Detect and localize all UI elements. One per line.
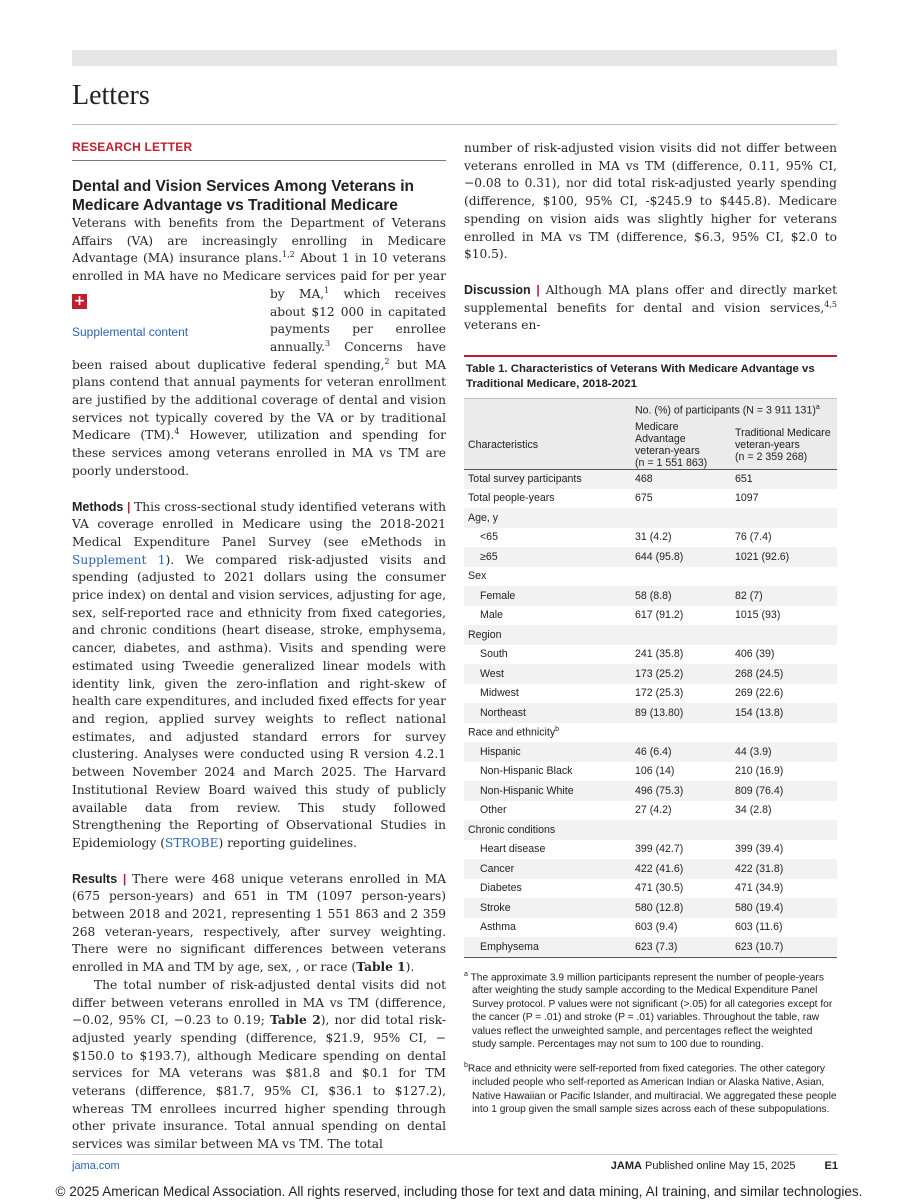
results2-text-2: ), nor did total risk-adjusted yearly spending (difference, $21.9, 95% CI, −$150.0 to $193.7), although Medicare spending on dental services for MA veterans was $81.8 and $0.1 for TM veterans (difference, $81.7, 95% CI, $36.1 to $127.2), whereas TM enrollees incurred higher spending through other private insurance. Total annual spending on dental services was similar between MA vs TM. The total — [72, 1013, 446, 1152]
table-row — [464, 937, 837, 957]
row-label: South — [464, 645, 631, 665]
table-row — [464, 859, 837, 879]
row-label: Diabetes — [464, 879, 631, 899]
cell-medicare-advantage: 31 (4.2) — [631, 528, 731, 548]
table-row — [464, 879, 837, 899]
table-row — [464, 547, 837, 567]
intro-text-5: but MA plans contend that annual payments for veteran enrollment are justified by the additional coverage of dental and vision services not typically covered by the VA or by traditional Medicare (TM). — [72, 357, 446, 443]
row-label: Asthma — [464, 918, 631, 938]
footnote-b: $^b$Race and ethnicity were self-reported from fixed categories. The other category included people who self-reported as American Indian or Alaska Native, Asian, Native Hawaiian or Pacific Islander, and multiracial. We aggregated these people into 1 group given the small sample sizes across each of these subpopulations. — [464, 1062, 837, 1115]
table-row — [464, 918, 837, 938]
ref-superscript[interactable]: 4 — [174, 427, 180, 437]
cell-traditional-medicare — [731, 820, 837, 840]
discussion-text-1: Although MA plans offer and directly market supplemental benefits for dental and vision services, — [464, 282, 838, 315]
table-title: Table 1. Characteristics of Veterans With Medicare Advantage vs Traditional Medicare, 2018-2021 — [466, 363, 815, 391]
row-label: Cancer — [464, 859, 631, 879]
table-row — [464, 781, 837, 801]
cell-traditional-medicare: 399 (39.4) — [731, 840, 837, 860]
ref-superscript[interactable]: 4,5 — [824, 299, 837, 309]
cell-traditional-medicare: 82 (7) — [731, 586, 837, 606]
table-row — [464, 489, 837, 509]
cell-traditional-medicare: 268 (24.5) — [731, 664, 837, 684]
left-column — [72, 140, 446, 1154]
table-row — [464, 762, 837, 782]
row-label: Other — [464, 801, 631, 821]
table1-reference[interactable]: Table 1 — [356, 960, 406, 975]
cell-traditional-medicare: 580 (19.4) — [731, 898, 837, 918]
cell-medicare-advantage: 241 (35.8) — [631, 645, 731, 665]
kicker-divider — [72, 160, 446, 161]
intro-paragraph — [72, 215, 446, 481]
row-label: Chronic conditions — [464, 820, 631, 840]
row-label: Region — [464, 625, 631, 645]
footer-publication-info — [611, 1160, 838, 1172]
table-1 — [464, 355, 837, 1116]
table-row — [464, 606, 837, 626]
cell-traditional-medicare: 603 (11.6) — [731, 918, 837, 938]
results-text-1: There were 468 unique veterans enrolled in MA (675 person-years) and 651 in TM (1097 person-years) between 2018 and 2021, representing 1 551 863 and 2 359 268 veteran-years, respectively, after survey weighting. There were no significant differences between veterans enrolled in MA and TM by age, sex, , or race ( — [72, 871, 446, 975]
cell-medicare-advantage — [631, 820, 731, 840]
group-header: No. (%) of participants (N = 3 911 131)$^a$ — [631, 399, 837, 421]
discussion-text-2: veterans en- — [464, 318, 541, 333]
cell-medicare-advantage: 89 (13.80) — [631, 703, 731, 723]
footer-page-number: E1 — [824, 1160, 838, 1172]
table-row — [464, 469, 837, 489]
col-header-medicare-advantage: Medicare Advantage veteran-years (n = 1 551 863) — [631, 421, 731, 470]
cell-traditional-medicare: 422 (31.8) — [731, 859, 837, 879]
cell-traditional-medicare: 471 (34.9) — [731, 879, 837, 899]
cell-traditional-medicare — [731, 508, 837, 528]
cell-medicare-advantage: 46 (6.4) — [631, 742, 731, 762]
cell-traditional-medicare: 1015 (93) — [731, 606, 837, 626]
cell-medicare-advantage: 580 (12.8) — [631, 898, 731, 918]
table-footnotes — [464, 968, 837, 1117]
footnote-a: $^a$ The approximate 3.9 million participants represent the number of people-years after weighting the study sample according to the Medical Expenditure Panel Survey protocol. P values were not significant (>.05) for all categories except for the cancer (P = .01) and stroke (P = .01) variables. Throughout the table, raw values reflect the unweighted sample, and percentages reflect the weighted study sample. Percentages may not sum to 100 due to rounding. — [464, 970, 833, 1050]
top-banner-bar — [72, 50, 837, 66]
discussion-paragraph: Discussion | Although MA plans offer and directly market supplemental benefits for dental and vision services,$^{4,5}$ veterans en- — [464, 282, 838, 333]
ref-superscript[interactable]: 1 — [324, 285, 330, 295]
strobe-link[interactable]: STROBE — [164, 835, 219, 850]
intro-text-1: Veterans with benefits from the Department of Veterans Affairs (VA) are increasingly enrolling in Medicare Advantage (MA) insurance plans. — [72, 216, 446, 266]
section-divider — [72, 124, 837, 125]
table2-reference[interactable]: Table 2 — [270, 1013, 321, 1028]
cell-traditional-medicare — [731, 567, 837, 587]
methods-paragraph: Methods | This cross-sectional study identified veterans with VA coverage enrolled in Medicare using the 2018-2021 Medical Expenditure Panel Survey (see eMethods in Supplement 1). We compared risk-adjusted visits and spending (adjusted to 2021 dollars using the consumer price index) on dental and vision services, adjusting for age, sex, self-reported race and ethnicity from fixed categories, and chronic conditions (heart disease, stroke, emphysema, cancer, diabetes, and asthma). Visits and spending were estimated using Tweedie generalized linear models with identity link, given the zero-inflation and right-skew of health care expenditures, and included fixed effects for year and region, applied survey weights to reflect national estimates, and adjusted standard errors for survey clustering. Analyses were conducted using R version 4.2.1 between November 2024 and March 2025. The Harvard Institutional Review Board waived this study of publicly available data from review. This study followed Strengthening the Reporting of Observational Studies in Epidemiology (STROBE) reporting guidelines. — [72, 499, 446, 850]
cell-medicare-advantage: 173 (25.2) — [631, 664, 731, 684]
cell-traditional-medicare — [731, 723, 837, 743]
table-row — [464, 898, 837, 918]
table-row — [464, 820, 837, 840]
row-label: Age, y — [464, 508, 631, 528]
row-label: Heart disease — [464, 840, 631, 860]
cell-traditional-medicare: 210 (16.9) — [731, 762, 837, 782]
cell-traditional-medicare: 406 (39) — [731, 645, 837, 665]
cell-traditional-medicare: 34 (2.8) — [731, 801, 837, 821]
methods-text-1: This cross-sectional study identified veterans with VA coverage enrolled in Medicare using the 2018-2021 Medical Expenditure Panel Survey (see eMethods in — [72, 499, 446, 549]
table-row — [464, 625, 837, 645]
cell-medicare-advantage: 496 (75.3) — [631, 781, 731, 801]
cell-traditional-medicare: 623 (10.7) — [731, 937, 837, 957]
footer-site-link[interactable]: jama.com — [72, 1160, 120, 1172]
table-row — [464, 664, 837, 684]
results-paragraph-2 — [72, 977, 446, 1154]
row-label: Hispanic — [464, 742, 631, 762]
cell-medicare-advantage: 422 (41.6) — [631, 859, 731, 879]
cell-traditional-medicare: 1021 (92.6) — [731, 547, 837, 567]
cell-medicare-advantage: 675 — [631, 489, 731, 509]
supplemental-content-link[interactable]: Supplemental content — [72, 324, 189, 339]
col-header-traditional-medicare: Traditional Medicare veteran-years (n = 2 359 268) — [731, 421, 837, 470]
intro-text-6: However, utilization and spending for these services among veterans enrolled in MA vs TM are poorly understood. — [72, 428, 446, 478]
cell-medicare-advantage — [631, 625, 731, 645]
table-row — [464, 567, 837, 587]
col-header-characteristics: Characteristics — [464, 421, 631, 470]
row-label: Northeast — [464, 703, 631, 723]
copyright-notice: © 2025 American Medical Association. All rights reserved, including those for text and data mining, AI training, and similar technologies. — [55, 1184, 863, 1199]
cell-medicare-advantage: 27 (4.2) — [631, 801, 731, 821]
methods-text-3: ) reporting guidelines. — [218, 835, 357, 850]
cell-medicare-advantage: 644 (95.8) — [631, 547, 731, 567]
plus-icon[interactable]: + — [73, 292, 86, 309]
row-label: Emphysema — [464, 937, 631, 957]
footer-divider — [72, 1154, 837, 1155]
row-label: Female — [464, 586, 631, 606]
table-bottom-rule — [464, 957, 837, 958]
results-continued-paragraph: number of risk-adjusted vision visits did not differ between veterans enrolled in MA vs TM (difference, 0.11, 95% CI, −0.08 to 0.31), nor did total risk-adjusted yearly spending (difference, $100, 95% CI, -$245.9 to $445.8). Medicare spending on vision aids was slightly higher for veterans enrolled in MA vs TM (difference, $6.3, 95% CI, $2.0 to $10.5). — [464, 141, 837, 262]
cell-traditional-medicare: 269 (22.6) — [731, 684, 837, 704]
ref-superscript[interactable]: 2 — [384, 356, 390, 366]
table-row — [464, 586, 837, 606]
row-label: Total people-years — [464, 489, 631, 509]
discussion-heading: Discussion — [464, 282, 531, 297]
row-label: Male — [464, 606, 631, 626]
cell-traditional-medicare: 76 (7.4) — [731, 528, 837, 548]
article-title: Dental and Vision Services Among Veterans in Medicare Advantage vs Traditional Medicare — [72, 178, 414, 214]
cell-traditional-medicare — [731, 625, 837, 645]
results-heading: Results — [72, 871, 118, 886]
row-label: ≥65 — [464, 547, 631, 567]
row-label: Total survey participants — [464, 469, 631, 489]
section-title: Letters — [72, 80, 150, 111]
intro-text-2: About 1 in 10 veterans enrolled in MA have no Medicare services paid for per year by MA, — [72, 251, 446, 301]
table-row — [464, 684, 837, 704]
row-label: Non-Hispanic Black — [464, 762, 631, 782]
footer-journal: JAMA — [610, 1160, 642, 1172]
characteristics-table — [464, 398, 837, 957]
cell-medicare-advantage: 399 (42.7) — [631, 840, 731, 860]
table-row — [464, 508, 837, 528]
table-row — [464, 840, 837, 860]
row-label: Race and ethnicity$^b$ — [464, 723, 631, 743]
methods-text-2: ). We compared risk-adjusted visits and spending (adjusted to 2021 dollars using the consumer price index) on dental and vision services, adjusting for age, sex, self-reported race and ethnicity from fixed categories, and chronic conditions (heart disease, stroke, emphysema, cancer, diabetes, and asthma). Visits and spending were estimated using Tweedie generalized linear models with identity link, given the zero-inflation and right-skew of health care expenditures, and included fixed effects for year and region, applied survey weights to reflect national estimates, and adjusted standard errors for survey clustering. Analyses were conducted using R version 4.2.1 between November 2024 and March 2025. The Harvard Institutional Review Board waived this study of publicly available data from review. This study followed Strengthening the Reporting of Observational Studies in Epidemiology ( — [72, 552, 446, 850]
cell-medicare-advantage — [631, 723, 731, 743]
row-label: West — [464, 664, 631, 684]
cell-traditional-medicare: 1097 — [731, 489, 837, 509]
cell-medicare-advantage: 623 (7.3) — [631, 937, 731, 957]
cell-medicare-advantage: 617 (91.2) — [631, 606, 731, 626]
cell-medicare-advantage — [631, 508, 731, 528]
cell-medicare-advantage: 603 (9.4) — [631, 918, 731, 938]
cell-medicare-advantage: 172 (25.3) — [631, 684, 731, 704]
results-paragraph: Results | There were 468 unique veterans enrolled in MA (675 person-years) and 651 in TM (1097 person-years) between 2018 and 2021, representing 1 551 863 and 2 359 268 veteran-years, respectively, after survey weighting. There were no significant differences between veterans enrolled in MA and TM by age, sex, , or race (Table 1). — [72, 871, 446, 975]
table-row — [464, 528, 837, 548]
intro-text-4: Concerns have been raised about duplicative federal spending, — [72, 339, 446, 372]
table-row — [464, 645, 837, 665]
footer-published-date: Published online May 15, 2025 — [645, 1160, 796, 1172]
row-label: Stroke — [464, 898, 631, 918]
article-kicker: RESEARCH LETTER — [72, 140, 193, 154]
cell-traditional-medicare: 809 (76.4) — [731, 781, 837, 801]
cell-medicare-advantage: 106 (14) — [631, 762, 731, 782]
methods-heading: Methods — [72, 499, 124, 514]
cell-medicare-advantage: 471 (30.5) — [631, 879, 731, 899]
cell-traditional-medicare: 154 (13.8) — [731, 703, 837, 723]
row-label: <65 — [464, 528, 631, 548]
row-label: Non-Hispanic White — [464, 781, 631, 801]
supplement-link[interactable]: Supplement 1 — [72, 552, 166, 567]
right-column — [464, 140, 837, 1116]
cell-medicare-advantage: 58 (8.8) — [631, 586, 731, 606]
ref-superscript[interactable]: 1,2 — [282, 250, 295, 260]
results-text-2: ). — [405, 960, 415, 975]
intro-text-3: which receives about $12 000 in capitated payments per enrollee annually. — [270, 286, 447, 354]
table-row — [464, 723, 837, 743]
table-row — [464, 742, 837, 762]
row-label: Midwest — [464, 684, 631, 704]
cell-traditional-medicare: 44 (3.9) — [731, 742, 837, 762]
table-row — [464, 801, 837, 821]
row-label: Sex — [464, 567, 631, 587]
cell-traditional-medicare: 651 — [731, 469, 837, 489]
table-row — [464, 703, 837, 723]
results2-text-1: The total number of risk-adjusted dental visits did not differ between veterans enrolled in MA vs TM (difference, −0.02, 95% CI, −0.23 to 0.19; — [72, 977, 446, 1028]
ref-superscript[interactable]: 3 — [325, 338, 331, 348]
cell-medicare-advantage — [631, 567, 731, 587]
supplemental-content-box[interactable] — [72, 286, 262, 356]
cell-medicare-advantage: 468 — [631, 469, 731, 489]
